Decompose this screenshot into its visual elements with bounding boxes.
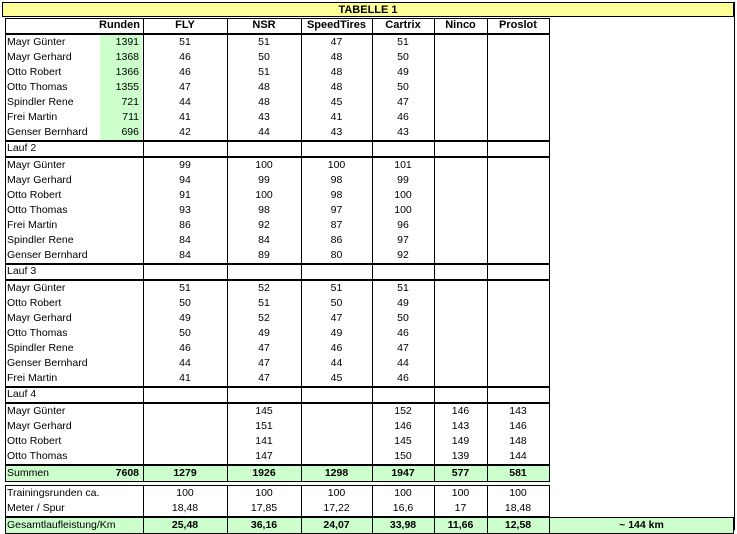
gesamt-value: 25,48 (171, 519, 199, 531)
driver-name: Frei Martin (7, 111, 58, 123)
lap-value: 145 (255, 405, 273, 417)
lap-value: 44 (258, 126, 270, 138)
lap-value (434, 50, 487, 65)
lap-value: 44 (330, 357, 343, 369)
grid-line (301, 264, 302, 280)
lap-value (143, 449, 227, 464)
lap-value: 51 (179, 282, 191, 294)
summen-value: 1926 (252, 467, 276, 479)
lap-value (301, 449, 372, 464)
lap-value: 44 (179, 96, 191, 108)
lap-value: 49 (179, 312, 191, 324)
lap-value (487, 188, 549, 203)
lap-value: 92 (258, 219, 270, 231)
lap-value (434, 188, 487, 203)
summen-value: 581 (509, 467, 527, 479)
lap-value: 98 (330, 174, 343, 186)
meter-value: 17,22 (323, 502, 350, 514)
lap-value: 96 (397, 219, 409, 231)
lap-value (487, 80, 549, 95)
grid-line (487, 141, 488, 157)
lap-value (434, 95, 487, 110)
grid-line (434, 387, 435, 403)
lap-value (143, 434, 227, 449)
driver-name: Mayr Gerhard (7, 312, 72, 324)
lap-value: 49 (258, 327, 270, 339)
column-header: NSR (252, 19, 276, 31)
lap-value: 144 (509, 450, 527, 462)
grid-line (227, 264, 228, 280)
driver-name: Mayr Günter (7, 282, 66, 294)
lap-value: 47 (258, 342, 270, 354)
lap-value: 46 (179, 66, 191, 78)
gesamt-label: Gesamtlaufleistung/Km (7, 519, 116, 531)
lap-value: 100 (394, 204, 412, 216)
summen-label: Summen (7, 467, 50, 479)
lap-value: 51 (258, 36, 270, 48)
grid-line (487, 387, 488, 403)
lap-value: 100 (327, 159, 346, 171)
lap-value (301, 434, 372, 449)
driver-name: Genser Bernhard (7, 126, 88, 138)
lap-value (434, 203, 487, 218)
lauf-label: Lauf 2 (7, 142, 37, 154)
lap-value: 51 (258, 66, 270, 78)
meter-value: 16,6 (392, 502, 414, 514)
grid-line (143, 264, 144, 280)
driver-name: Genser Bernhard (7, 357, 88, 369)
summen-value: 1279 (173, 467, 197, 479)
lap-value (487, 311, 549, 326)
meter-value: 18,48 (504, 502, 532, 514)
lap-value: 50 (258, 51, 270, 63)
lap-value: 51 (397, 282, 409, 294)
summen-value: 1947 (391, 467, 415, 479)
lap-value: 46 (397, 372, 409, 384)
driver-name: Genser Bernhard (7, 249, 88, 261)
lap-value: 141 (255, 435, 273, 447)
lap-value: 48 (330, 51, 343, 63)
lap-value (434, 80, 487, 95)
runden-value: 1391 (115, 36, 139, 48)
lap-value (434, 65, 487, 80)
lap-value: 145 (394, 435, 412, 447)
lap-value: 152 (394, 405, 412, 417)
driver-name: Otto Thomas (7, 450, 68, 462)
lap-value: 47 (397, 342, 409, 354)
column-header: Cartrix (385, 19, 421, 31)
lap-value: 51 (330, 282, 343, 294)
lauf-label: Lauf 3 (7, 265, 37, 277)
meter-label: Meter / Spur (7, 502, 65, 514)
driver-name: Spindler Rene (7, 96, 74, 108)
lap-value (487, 218, 549, 233)
lap-value: 151 (255, 420, 273, 432)
lap-value: 92 (397, 249, 409, 261)
lap-value: 52 (258, 282, 270, 294)
lap-value: 41 (330, 111, 343, 123)
gesamt-value: 11,66 (447, 519, 474, 531)
lap-value (487, 356, 549, 371)
lap-value: 46 (397, 111, 409, 123)
lap-value: 143 (451, 420, 470, 432)
lap-value: 51 (258, 297, 270, 309)
lap-value: 91 (179, 189, 191, 201)
lauf-label: Lauf 4 (7, 388, 37, 400)
lap-value (487, 203, 549, 218)
lap-value: 49 (397, 297, 409, 309)
lap-value (487, 110, 549, 125)
driver-name: Otto Robert (7, 189, 62, 201)
driver-name: Mayr Gerhard (7, 420, 72, 432)
lap-value (487, 281, 549, 296)
driver-name: Mayr Gerhard (7, 174, 72, 186)
lap-value: 146 (509, 420, 527, 432)
grid-line (301, 387, 302, 403)
driver-name: Frei Martin (7, 219, 58, 231)
lap-value: 45 (330, 372, 343, 384)
lap-value: 44 (179, 357, 191, 369)
lap-value: 51 (179, 36, 191, 48)
lap-value: 99 (258, 174, 270, 186)
lap-value: 100 (255, 159, 273, 171)
driver-name: Otto Thomas (7, 204, 68, 216)
lap-value: 139 (451, 450, 470, 462)
lap-value: 99 (179, 159, 191, 171)
lap-value: 93 (179, 204, 191, 216)
training-value: 100 (451, 487, 470, 499)
runden-value: 696 (121, 126, 139, 138)
lap-value (434, 173, 487, 188)
lap-value: 50 (397, 81, 409, 93)
lap-value: 47 (330, 36, 343, 48)
lap-value (487, 158, 549, 173)
lap-value (487, 95, 549, 110)
lap-value: 46 (179, 51, 191, 63)
lap-value: 50 (330, 297, 343, 309)
column-header: SpeedTires (306, 19, 367, 31)
driver-name: Mayr Günter (7, 159, 66, 171)
lap-value (487, 125, 549, 140)
lap-value: 100 (255, 189, 273, 201)
lap-value (487, 371, 549, 386)
lap-value: 84 (258, 234, 270, 246)
lap-value: 45 (330, 96, 343, 108)
lap-value: 48 (330, 81, 343, 93)
grid-line (227, 387, 228, 403)
gesamt-value: 33,98 (389, 519, 417, 531)
lap-value: 46 (330, 342, 343, 354)
column-header: Ninco (445, 19, 476, 31)
lap-value: 50 (179, 297, 191, 309)
summen-value: 1298 (324, 467, 349, 479)
lap-value: 47 (330, 312, 343, 324)
lap-value: 148 (509, 435, 527, 447)
grid-line (434, 141, 435, 157)
lap-value: 43 (397, 126, 409, 138)
lap-value: 84 (179, 234, 191, 246)
lap-value: 98 (258, 204, 270, 216)
lap-value: 48 (258, 81, 270, 93)
gesamt-value: 24,07 (323, 519, 350, 531)
lap-value (434, 281, 487, 296)
column-header: FLY (175, 19, 195, 31)
grid-line (372, 264, 373, 280)
driver-name: Spindler Rene (7, 234, 74, 246)
lap-value: 89 (258, 249, 270, 261)
lap-value (301, 404, 372, 419)
lap-value: 147 (255, 450, 273, 462)
grid-line (143, 141, 144, 157)
lap-value: 43 (330, 126, 343, 138)
lap-value: 146 (451, 405, 470, 417)
grid-line (734, 2, 735, 530)
lap-value: 46 (179, 342, 191, 354)
lap-value: 43 (258, 111, 270, 123)
lap-value (434, 233, 487, 248)
lap-value (487, 173, 549, 188)
column-header: Proslot (499, 19, 537, 31)
lap-value: 49 (397, 66, 409, 78)
lap-value (143, 419, 227, 434)
lap-value: 98 (330, 189, 343, 201)
grid-line (372, 387, 373, 403)
runden-value: 1368 (115, 51, 139, 63)
meter-value: 18,48 (171, 502, 199, 514)
training-value: 100 (327, 487, 346, 499)
lap-value (434, 248, 487, 263)
training-value: 100 (509, 487, 527, 499)
lap-value (434, 125, 487, 140)
lap-value: 47 (258, 357, 270, 369)
lap-value: 41 (179, 372, 191, 384)
lap-value (487, 233, 549, 248)
driver-name: Frei Martin (7, 372, 58, 384)
gesamt-value: 36,16 (250, 519, 278, 531)
lap-value: 48 (258, 96, 270, 108)
lap-value (434, 218, 487, 233)
lap-value (487, 35, 549, 50)
grid-line (227, 141, 228, 157)
lap-value: 47 (258, 372, 270, 384)
driver-name: Otto Robert (7, 297, 62, 309)
lap-value: 101 (394, 159, 412, 171)
lap-value: 50 (397, 51, 409, 63)
lap-value: 51 (397, 36, 409, 48)
lap-value (487, 296, 549, 311)
driver-name: Otto Thomas (7, 81, 68, 93)
lap-value: 97 (330, 204, 343, 216)
lap-value (487, 50, 549, 65)
lap-value: 150 (394, 450, 412, 462)
driver-name: Spindler Rene (7, 342, 74, 354)
lap-value: 146 (394, 420, 412, 432)
training-value: 100 (255, 487, 273, 499)
runden-value: 711 (122, 111, 139, 123)
lap-value (434, 341, 487, 356)
lap-value (434, 326, 487, 341)
lap-value: 87 (330, 219, 343, 231)
lap-value: 47 (397, 96, 409, 108)
lap-value (434, 371, 487, 386)
gesamt-value: 12,58 (504, 519, 532, 531)
lap-value: 50 (397, 312, 409, 324)
runden-header: Runden (99, 19, 140, 31)
training-value: 100 (176, 487, 194, 499)
lap-value (487, 341, 549, 356)
lap-value: 52 (258, 312, 270, 324)
lap-value: 48 (330, 66, 343, 78)
lap-value: 86 (179, 219, 191, 231)
lap-value: 84 (179, 249, 191, 261)
runden-value: 1366 (115, 66, 139, 78)
lap-value: 42 (179, 126, 191, 138)
grid-line (372, 141, 373, 157)
lap-value (301, 419, 372, 434)
lap-value (487, 326, 549, 341)
lap-value: 80 (330, 249, 343, 261)
lap-value: 94 (179, 174, 191, 186)
lap-value (434, 356, 487, 371)
lap-value: 46 (397, 327, 409, 339)
lap-value: 86 (330, 234, 343, 246)
lap-value: 149 (451, 435, 470, 447)
lap-value: 49 (330, 327, 343, 339)
lap-value: 143 (509, 405, 527, 417)
driver-name: Mayr Gerhard (7, 51, 72, 63)
lap-value (487, 248, 549, 263)
lap-value (434, 35, 487, 50)
lap-value (487, 65, 549, 80)
driver-name: Mayr Günter (7, 405, 66, 417)
lap-value: 50 (179, 327, 191, 339)
summen-runden: 7608 (115, 467, 139, 479)
driver-name: Otto Robert (7, 435, 62, 447)
lap-value (143, 404, 227, 419)
lap-value: 41 (179, 111, 191, 123)
gesamt-total: ~ 144 km (619, 519, 664, 531)
grid-line (487, 264, 488, 280)
runden-value: 721 (121, 96, 139, 108)
driver-name: Otto Thomas (7, 327, 68, 339)
runden-value: 1355 (115, 81, 139, 93)
lap-value: 44 (397, 357, 409, 369)
grid-line (301, 141, 302, 157)
meter-value: 17 (454, 502, 467, 514)
lap-value (434, 110, 487, 125)
lap-value (434, 296, 487, 311)
lap-value: 97 (397, 234, 409, 246)
lap-value: 100 (394, 189, 412, 201)
summen-value: 577 (451, 467, 470, 479)
lap-value (434, 158, 487, 173)
driver-name: Otto Robert (7, 66, 62, 78)
table-title: TABELLE 1 (2, 2, 734, 17)
driver-name: Mayr Günter (7, 36, 66, 48)
training-value: 100 (394, 487, 412, 499)
training-label: Trainingsrunden ca. (7, 487, 100, 499)
lap-value: 47 (179, 81, 191, 93)
lap-value (434, 311, 487, 326)
grid-line (434, 264, 435, 280)
lap-value: 99 (397, 174, 409, 186)
meter-value: 17,85 (250, 502, 278, 514)
grid-line (143, 387, 144, 403)
